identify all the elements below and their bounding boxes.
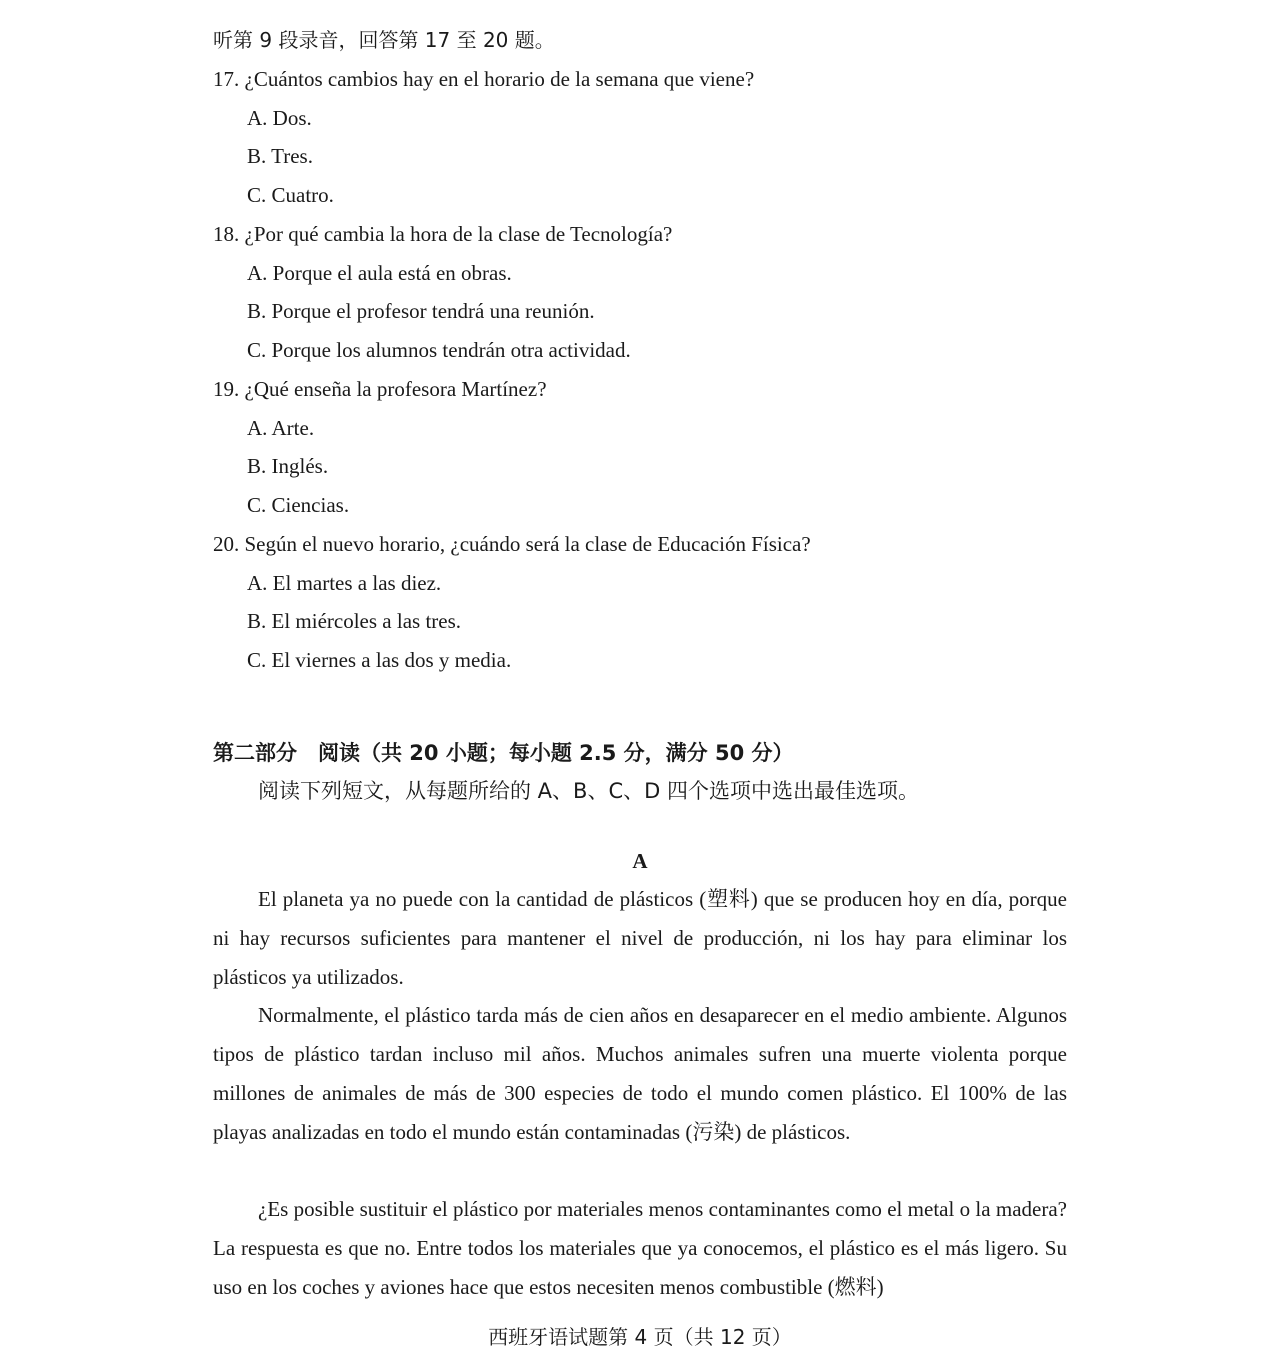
passage-label: A [632,849,648,873]
question-18-option-a: A. Porque el aula está en obras. [247,261,512,285]
passage-paragraph-2: Normalmente, el plástico tarda más de cien años en desaparecer en el medio ambiente. Algunos tipos de plástico tardan incluso mil años. Muchos animales sufren una muerte violenta porque millones de animales de más de 300 especies de todo el mundo comen plástico. El 100% de las playas analizadas en todo el mundo están contaminadas (污染) de plásticos. [213,1003,1067,1144]
listening-intro: 听第 9 段录音，回答第 17 至 20 题。 [213,28,555,52]
page-footer: 西班牙语试题第 4 页（共 12 页） [488,1325,792,1349]
question-20-option-a: A. El martes a las diez. [247,571,442,595]
question-20-option-c: C. El viernes a las dos y media. [247,648,512,672]
question-17-option-b: B. Tres. [247,144,313,168]
question-18-option-b: B. Porque el profesor tendrá una reunión. [247,299,595,323]
reading-instruction: 阅读下列短文，从每题所给的 A、B、C、D 四个选项中选出最佳选项。 [258,779,919,803]
passage-paragraph-3: ¿Es posible sustituir el plástico por materiales menos contaminantes como el metal o la madera? La respuesta es que no. Entre todos los materiales que ya conocemos, el plástico es el más ligero. Su uso en los coches y aviones hace que estos necesiten menos combustible (燃料) [213,1197,1067,1299]
question-19-option-b: B. Inglés. [247,454,329,478]
question-17-option-a: A. Dos. [247,106,312,130]
question-20-option-b: B. El miércoles a las tres. [247,609,462,633]
question-19-stem: 19. ¿Qué enseña la profesora Martínez? [213,377,547,401]
question-17-option-c: C. Cuatro. [247,183,334,207]
question-20-stem: 20. Según el nuevo horario, ¿cuándo será la clase de Educación Física? [213,532,811,556]
question-18-stem: 18. ¿Por qué cambia la hora de la clase de Tecnología? [213,222,673,246]
question-17-stem: 17. ¿Cuántos cambios hay en el horario de la semana que viene? [213,67,755,91]
question-18-option-c: C. Porque los alumnos tendrán otra actividad. [247,338,631,362]
question-19-option-a: A. Arte. [247,416,315,440]
question-19-option-c: C. Ciencias. [247,493,350,517]
passage-paragraph-1: El planeta ya no puede con la cantidad de plásticos (塑料) que se producen hoy en día, porque ni hay recursos suficientes para mantener el nivel de producción, ni los hay para eliminar los plásticos ya utilizados. [213,887,1067,989]
reading-section-heading: 第二部分 阅读（共 20 小题；每小题 2.5 分，满分 50 分） [213,741,794,765]
